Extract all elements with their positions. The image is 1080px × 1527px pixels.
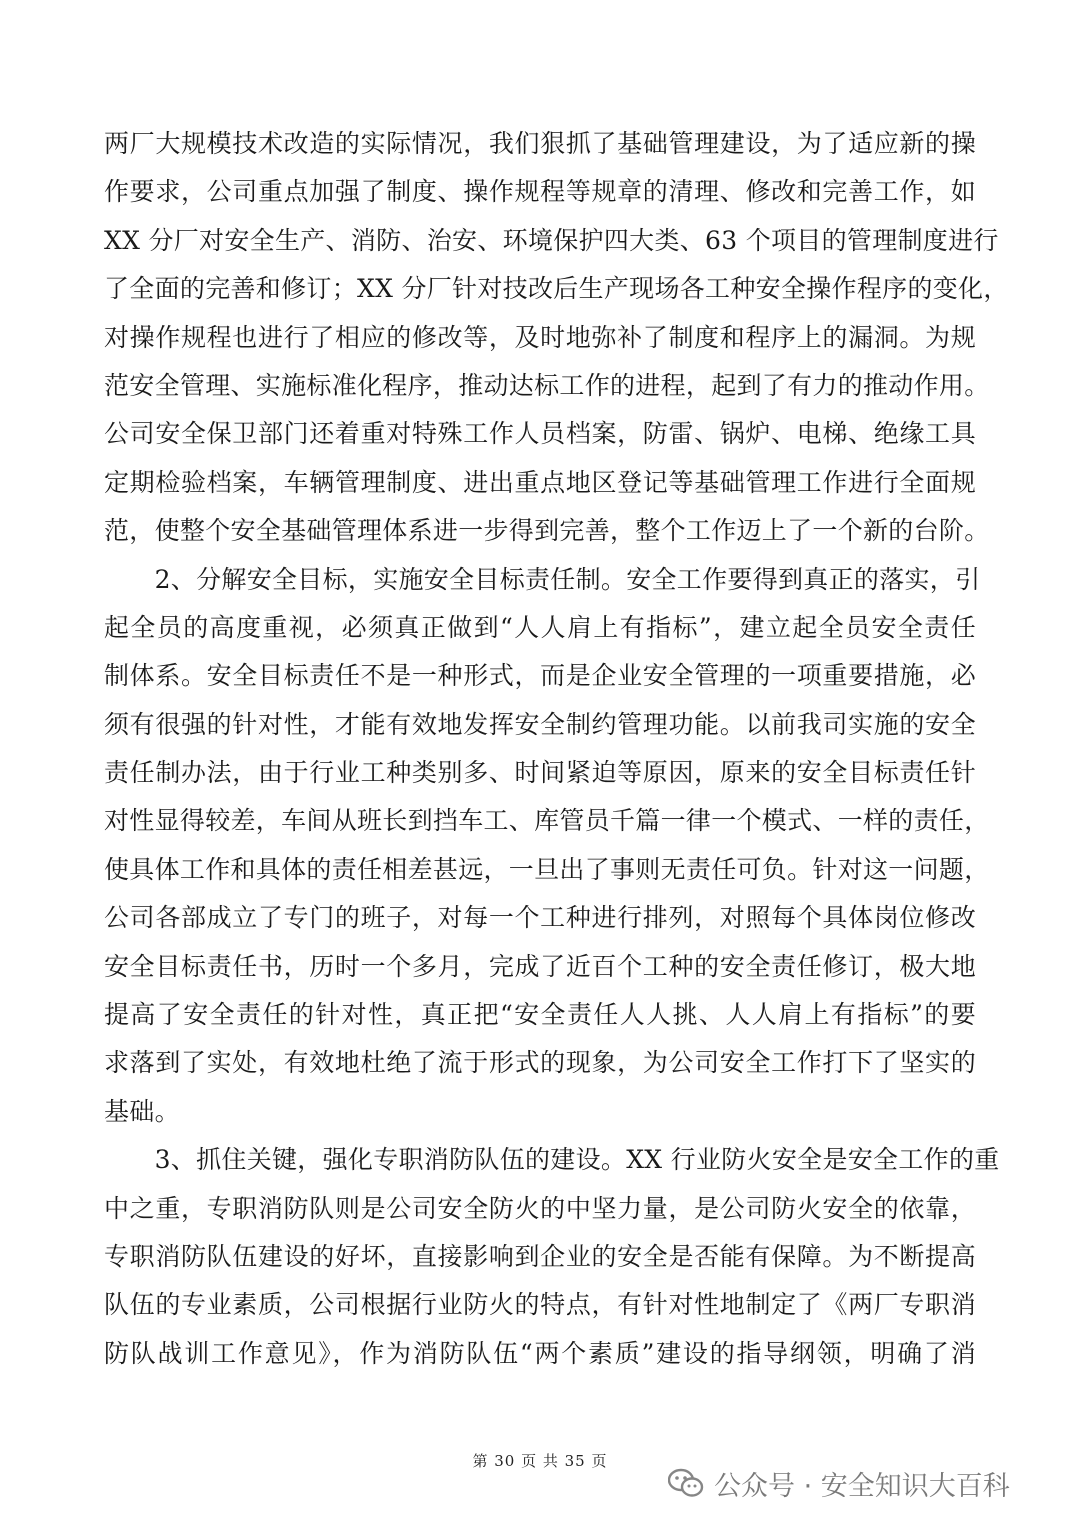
watermark-text: 公众号 · 安全知识大百科 — [714, 1470, 1010, 1502]
page-number: 第 30 页 共 35 页 — [472, 1452, 608, 1470]
text-line: 范安全管理、实施标准化程序，推动达标工作的进程，起到了有力的推动作用。 — [104, 370, 990, 400]
text-line: 公司各部成立了专门的班子，对每一个工种进行排列，对照每个具体岗位修改 — [104, 903, 976, 933]
text-line: 使具体工作和具体的责任相差甚远，一旦出了事则无责任可负。针对这一问题， — [104, 854, 990, 884]
text-line: 中之重，专职消防队则是公司安全防火的中坚力量，是公司防火安全的依靠， — [104, 1193, 976, 1223]
wechat-icon — [668, 1468, 704, 1498]
text-line: 了全面的完善和修订；XX 分厂针对技改后生产现场各工种安全操作程序的变化， — [104, 274, 1009, 304]
body-text — [104, 120, 1009, 1378]
text-line: 提高了安全责任的针对性，真正把“安全责任人人挑、人人肩上有指标”的要 — [104, 1000, 976, 1030]
text-line: 范，使整个安全基础管理体系进一步得到完善，整个工作迈上了一个新的台阶。 — [104, 516, 990, 546]
text-line: XX 分厂对安全生产、消防、治安、环境保护四大类、63 个项目的管理制度进行 — [104, 225, 999, 255]
text-line: 求落到了实处，有效地杜绝了流于形式的现象，为公司安全工作打下了坚实的 — [104, 1048, 976, 1078]
text-line: 基础。 — [104, 1096, 180, 1126]
text-line: 2、分解安全目标，实施安全目标责任制。安全工作要得到真正的落实，引 — [104, 564, 981, 594]
text-line: 安全目标责任书，历时一个多月，完成了近百个工种的安全责任修订，极大地 — [104, 951, 976, 981]
text-line: 定期检验档案，车辆管理制度、进出重点地区登记等基础管理工作进行全面规 — [104, 467, 976, 497]
text-line: 3、抓住关键，强化专职消防队伍的建设。XX 行业防火安全是安全工作的重 — [104, 1145, 1000, 1175]
text-line: 专职消防队伍建设的好坏，直接影响到企业的安全是否能有保障。为不断提高 — [104, 1241, 976, 1271]
text-line: 对性显得较差，车间从班长到挡车工、库管员千篇一律一个模式、一样的责任， — [104, 806, 990, 836]
text-line: 制体系。安全目标责任不是一种形式，而是企业安全管理的一项重要措施，必 — [104, 661, 976, 691]
text-line: 公司安全保卫部门还着重对特殊工作人员档案，防雷、锅炉、电梯、绝缘工具 — [104, 419, 976, 449]
text-line: 责任制办法，由于行业工种类别多、时间紧迫等原因，原来的安全目标责任针 — [104, 758, 976, 788]
text-line: 两厂大规模技术改造的实际情况，我们狠抓了基础管理建设，为了适应新的操 — [104, 129, 976, 158]
text-line: 须有很强的针对性，才能有效地发挥安全制约管理功能。以前我司实施的安全 — [104, 709, 976, 739]
text-line: 作要求，公司重点加强了制度、操作规程等规章的清理、修改和完善工作，如 — [104, 177, 976, 207]
text-line: 队伍的专业素质，公司根据行业防火的特点，有针对性地制定了《两厂专职消 — [104, 1290, 976, 1320]
watermark — [668, 1458, 1010, 1508]
text-line: 起全员的高度重视，必须真正做到“人人肩上有指标”，建立起全员安全责任 — [104, 612, 976, 642]
text-line: 防队战训工作意见》，作为消防队伍“两个素质”建设的指导纲领，明确了消 — [104, 1338, 976, 1368]
text-line: 对操作规程也进行了相应的修改等，及时地弥补了制度和程序上的漏洞。为规 — [104, 322, 976, 352]
